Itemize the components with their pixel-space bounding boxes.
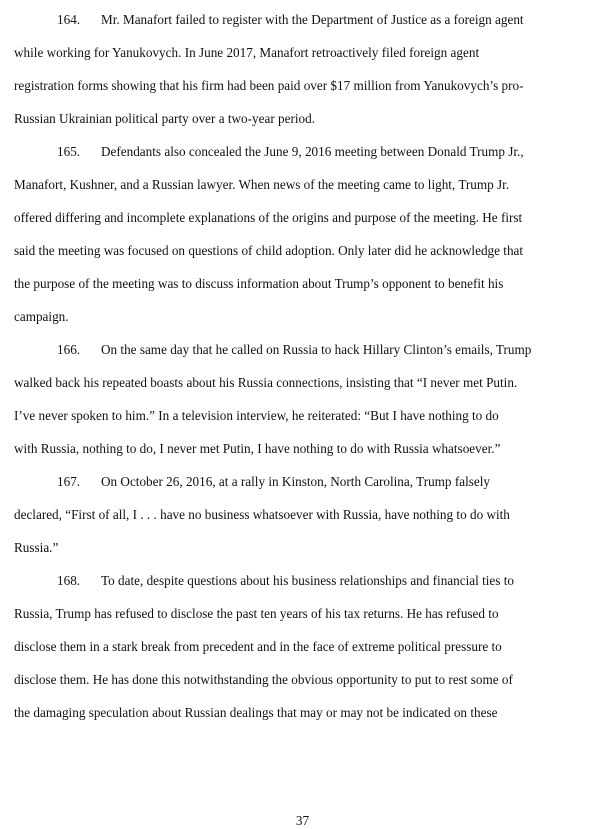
paragraph-164-line-1 [57,12,594,28]
paragraph-164-line-3: registration forms showing that his firm had been paid over $17 million from Yanukovych’s pro- [14,78,524,93]
paragraph-166-line-3: I’ve never spoken to him.” In a television interview, he reiterated: “But I have nothing to do [14,408,499,423]
paragraph-text: Mr. Manafort failed to register with the Department of Justice as a foreign agent [101,12,524,27]
paragraph-number: 165. [57,144,81,159]
paragraph-167-line-2: declared, “First of all, I . . . have no business whatsoever with Russia, have nothing to do with [14,507,510,522]
paragraph-number: 168. [57,573,81,588]
paragraph-166-line-4: with Russia, nothing to do, I never met Putin, I have nothing to do with Russia whatsoever.” [14,441,501,456]
paragraph-168-line-1 [57,573,594,589]
paragraph-166-line-2: walked back his repeated boasts about his Russia connections, insisting that “I never met Putin. [14,375,518,390]
paragraph-167-line-3: Russia.” [14,540,59,555]
paragraph-165-line-1 [57,144,594,160]
paragraph-165-line-4: said the meeting was focused on questions of child adoption. Only later did he acknowledge that [14,243,524,258]
paragraph-166-line-1 [57,342,594,358]
paragraph-165-line-5: the purpose of the meeting was to discuss information about Trump’s opponent to benefit his [14,276,504,291]
paragraph-number: 166. [57,342,81,357]
paragraph-164-line-4: Russian Ukrainian political party over a two-year period. [14,111,316,126]
paragraph-165-line-6: campaign. [14,309,69,324]
paragraph-164-line-2: while working for Yanukovych. In June 2017, Manafort retroactively filed foreign agent [14,45,480,60]
paragraph-number: 164. [57,12,81,27]
paragraph-168-line-5: the damaging speculation about Russian dealings that may or may not be indicated on these [14,705,498,720]
paragraph-167-line-1 [57,474,594,490]
paragraph-165-line-3: offered differing and incomplete explanations of the origins and purpose of the meeting. He first [14,210,523,225]
paragraph-text: On October 26, 2016, at a rally in Kinston, North Carolina, Trump falsely [101,474,490,489]
page-number: 37 [295,813,310,828]
paragraph-text: On the same day that he called on Russia to hack Hillary Clinton’s emails, Trump [101,342,532,357]
paragraph-168-line-4: disclose them. He has done this notwithstanding the obvious opportunity to put to rest some of [14,672,513,687]
paragraph-165-line-2: Manafort, Kushner, and a Russian lawyer. When news of the meeting came to light, Trump Jr. [14,177,510,192]
paragraph-text: To date, despite questions about his business relationships and financial ties to [101,573,514,588]
paragraph-168-line-3: disclose them in a stark break from precedent and in the face of extreme political pressure to [14,639,502,654]
paragraph-number: 167. [57,474,81,489]
paragraph-168-line-2: Russia, Trump has refused to disclose the past ten years of his tax returns. He has refused to [14,606,499,621]
paragraph-text: Defendants also concealed the June 9, 2016 meeting between Donald Trump Jr., [101,144,524,159]
